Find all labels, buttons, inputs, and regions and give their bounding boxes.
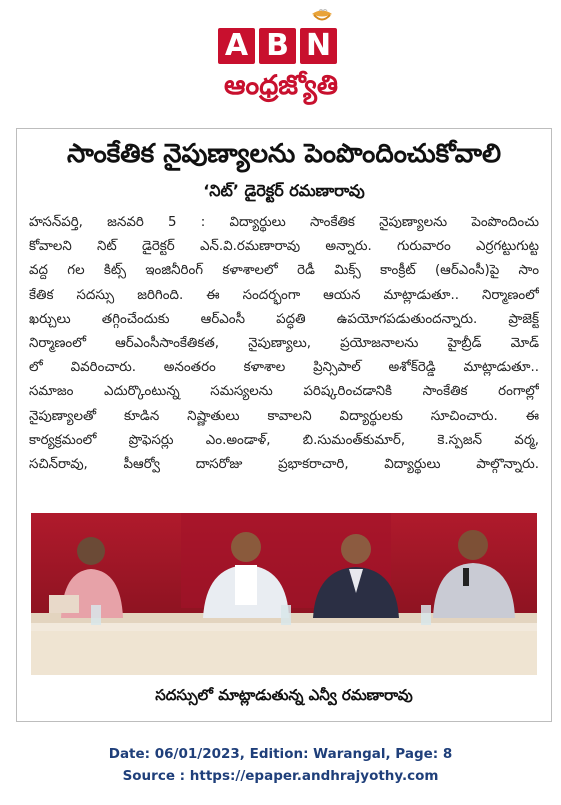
body-line: నిర్మాణంలో ఆర్ఎంసీసాంకేతికత, నైపుణ్యాలు, ప్రయోజనాలను హైబ్రీడ్ మోడ్ [29,335,539,351]
body-line: హసన్‌పర్తి, జనవరి 5 : విద్యార్థులు సాంకేతిక నైపుణ్యాలను పెంపొందించు [29,215,539,230]
body-line: ఖర్చులు తగ్గించేందుకు ఆర్ఎంసీ పద్ధతి ఉపయోగపడుతుందన్నారు. ప్రాజెక్ట్ [29,311,539,327]
footer-date-edition: Date: 06/01/2023, Edition: Warangal, Page: 8 [108,746,453,762]
logo-letter-n: N [300,28,337,64]
body-line: లో వివరించారు. అనంతరం కళాశాల ప్రిన్సిపాల్ అశోక్‌రెడ్డి మాట్లాడుతూ.. [29,360,539,376]
article-body [29,211,539,477]
abn-letters [218,28,337,64]
article-headline: సాంకేతిక నైపుణ్యాలను పెంపొందించుకోవాలి [66,139,502,169]
article-subheadline: ‘నిట్’ డైరెక్టర్ రమణారావు [203,181,365,200]
photo-caption: సదస్సులో మాట్లాడుతున్న ఎన్వీ రమణారావు [155,686,413,704]
body-line: కార్యక్రమంలో ప్రొఫెసర్లు ఎం.అండాళ్, బి.సుమంత్‌కుమార్, కె.స్పజన్ వర్మ, [29,432,539,448]
logo-letter-a: A [218,28,255,64]
body-line: సమాజం ఎదుర్కొంటున్న సమస్యలను పరిష్కరించడానికి సాంకేతిక రంగాల్లో [29,384,539,400]
seminar-photo-illustration [31,513,537,675]
teacup-icon [308,8,336,26]
publication-logo [0,6,561,110]
article-photo [31,513,537,675]
footer-source: Source : https://epaper.andhrajyothy.com [122,768,439,784]
body-line: నైపుణ్యాలతో కూడిన నిష్ణాతులు కావాలని విద్యార్థులకు సూచించారు. ఈ [29,408,539,424]
body-line: వద్ద గల కిట్స్ ఇంజినీరింగ్ కళాశాలలో రెడీ మిక్స్ కాంక్రీట్ (ఆర్ఎంసీ)పై సాం [29,263,539,279]
body-line: సచిన్‌రావు, పీఆర్వో దాసరోజు ప్రభాకరాచారి, విద్యార్థులు పాల్గొన్నారు. [29,456,539,472]
publication-name: ఆంధ్రజ్యోతి [223,70,339,101]
body-line: కేతిక సదస్సు జరిగింది. ఈ సందర్భంగా ఆయన మాట్లాడుతూ.. నిర్మాణంలో [29,287,539,303]
body-line: కోవాలని నిట్ డైరెక్టర్ ఎన్.వి.రమణారావు అన్నారు. గురువారం ఎర్రగట్టుగుట్ట [29,239,539,255]
logo-letter-b: B [259,28,296,64]
news-clipping [16,128,552,722]
